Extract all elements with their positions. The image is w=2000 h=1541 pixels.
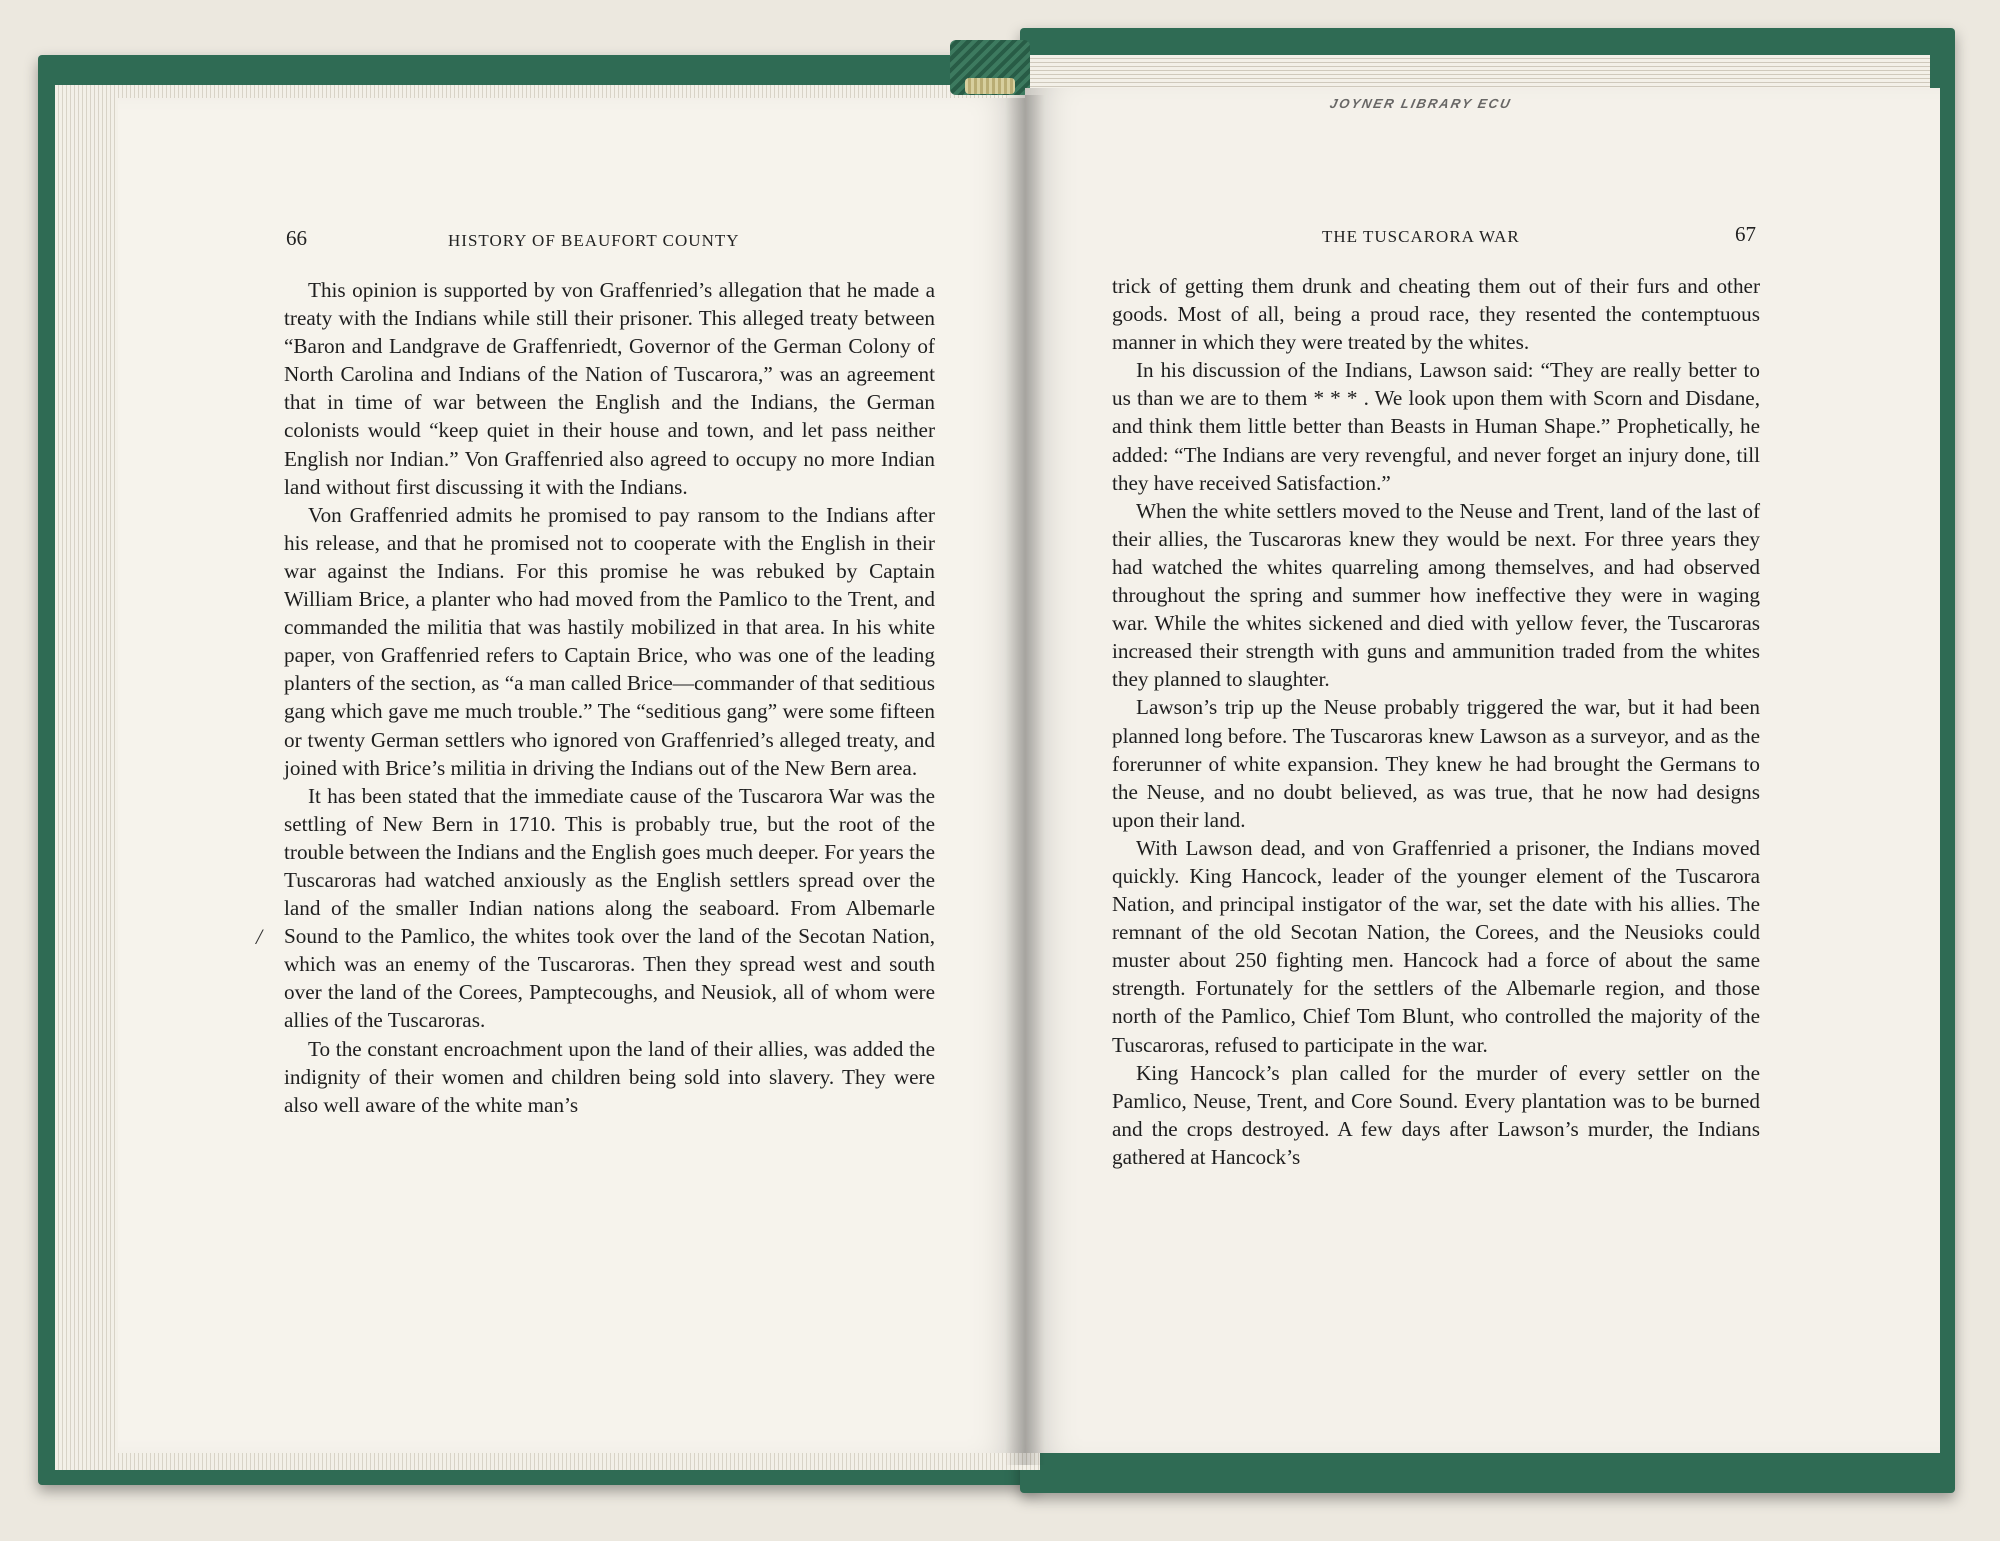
right-running-head: THE TUSCARORA WAR bbox=[1322, 227, 1520, 246]
spine-gutter bbox=[1005, 95, 1045, 1465]
left-page-number: 66 bbox=[286, 226, 307, 250]
pencil-margin-mark: / bbox=[256, 924, 263, 949]
left-paragraph-2: Von Graffenried admits he promised to pay ransom to the Indians after his release, and that he promised not to cooperate with the English in their war against the Indians. For this promise he was rebuked by Captain William Brice, a planter who had moved from the Pamlico to the Trent, and commanded the militia that was hastily mobilized in that area. In his white paper, von Graffenried refers to Captain Brice, who was one of the leading planters of the section, as “a man called Brice—commander of that seditious gang which gave me much trouble.” The “seditious gang” were some fifteen or twenty German settlers who ignored von Graffenried’s alleged treaty, and joined with Brice’s militia in driving the Indians out of the New Bern area. bbox=[284, 502, 935, 780]
right-page-body bbox=[1112, 272, 1760, 1171]
library-stamp: JOYNER LIBRARY ECU bbox=[1328, 96, 1514, 111]
left-page-body bbox=[284, 276, 935, 1119]
right-page-number: 67 bbox=[1735, 222, 1756, 246]
left-paragraph-3: It has been stated that the immediate cause of the Tuscarora War was the settling of New Bern in 1710. This is probably true, but the root of the trouble between the Indians and the English goes much deeper. For years the Tuscaroras had watched anxiously as the English settlers spread over the land of the smaller Indian nations along the seaboard. From Albemarle Sound to the Pamlico, the whites took over the land of the Secotan Nation, which was an enemy of the Tuscaroras. Then they spread west and south over the land of the Corees, Pamptecoughs, and Neusiok, all of whom were allies of the Tuscaroras. bbox=[284, 783, 935, 1033]
right-paragraph-6: King Hancock’s plan called for the murder of every settler on the Pamlico, Neuse, Trent, and Core Sound. Every plantation was to be burned and the crops destroyed. A few days after Lawson’s murder, the Indians gathered at Hancock’s bbox=[1112, 1060, 1760, 1169]
right-paragraph-5: With Lawson dead, and von Graffenried a prisoner, the Indians moved quickly. King Hancock, leader of the younger element of the Tuscarora Nation, and principal instigator of the war, set the date with his allies. The remnant of the old Secotan Nation, the Corees, and the Neusioks could muster about 250 fighting men. Hancock had a force of about the same strength. Fortunately for the settlers of the Albemarle region, and those north of the Pamlico, Chief Tom Blunt, who controlled the majority of the Tuscaroras, refused to participate in the war. bbox=[1112, 835, 1760, 1057]
left-paragraph-4: To the constant encroachment upon the land of their allies, was added the indignity of their women and children being sold into slavery. They were also well aware of the white man’s bbox=[284, 1036, 935, 1117]
right-paragraph-2: In his discussion of the Indians, Lawson said: “They are really better to us than we are to them * * * . We look upon them with Scorn and Disdane, and think them little better than Beasts in Human Shape.” Prophetically, he added: “The Indians are very revengful, and never forget an injury done, till they have received Satisfaction.” bbox=[1112, 358, 1760, 495]
right-paragraph-3: When the white settlers moved to the Neuse and Trent, land of the last of their allies, the Tuscaroras knew they would be next. For three years they had watched the whites quarreling among themselves, and had observed throughout the spring and summer how ineffective they were in waging war. While the whites sickened and died with yellow fever, the Tuscaroras increased their strength with guns and ammunition traded from the whites they planned to slaughter. bbox=[1112, 498, 1760, 692]
left-running-head: HISTORY OF BEAUFORT COUNTY bbox=[448, 231, 740, 250]
right-paragraph-1: trick of getting them drunk and cheating them out of their furs and other goods. Most of all, being a proud race, they resented the contemptuous manner in which they were treated by the whites. bbox=[1112, 274, 1760, 355]
right-paragraph-4: Lawson’s trip up the Neuse probably triggered the war, but it had been planned long before. The Tuscaroras knew Lawson as a surveyor, and as the forerunner of white expansion. They knew he had brought the Germans to the Neuse, and no doubt believed, as was true, that he now had designs upon their land. bbox=[1112, 695, 1760, 832]
bookmark-ribbon bbox=[965, 78, 1015, 94]
left-paragraph-1: This opinion is supported by von Graffenried’s allegation that he made a treaty with the Indians while still their prisoner. This alleged treaty between “Baron and Landgrave de Graffenriedt, Governor of the German Colony of North Carolina and Indians of the Nation of Tuscarora,” was an agreement that in time of war between the English and the Indians, the German colonists would “keep quiet in their house and town, and let pass neither English nor Indian.” Von Graffenried also agreed to occupy no more Indian land without first discussing it with the Indians. bbox=[284, 278, 935, 499]
